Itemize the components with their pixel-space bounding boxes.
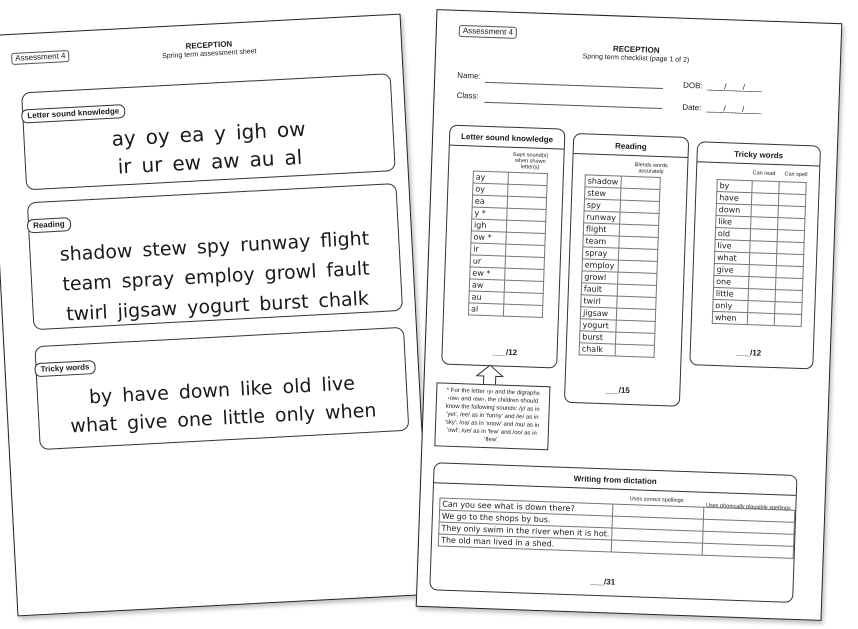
letter-sound-table: [468, 170, 548, 318]
can-read-header: Can read: [752, 170, 776, 178]
dictation-sentence: We go to the shops by bus.: [439, 510, 612, 528]
dictation-sentence: Can you see what is down there?: [440, 498, 613, 516]
checklist-word: ea: [472, 195, 507, 208]
letter-sound-panel: [441, 125, 565, 369]
tricky-word: what: [69, 412, 118, 438]
tricky-panel-title: Tricky words: [734, 149, 784, 161]
reading-word: growl: [264, 260, 318, 286]
checklist-word: igh: [471, 219, 506, 232]
checklist-word: employ: [582, 259, 618, 272]
checklist-word: what: [714, 251, 749, 264]
check-cell[interactable]: [775, 278, 802, 291]
tricky-words-panel: [689, 141, 821, 369]
reading-table: [579, 174, 661, 358]
reading-word: team: [61, 271, 113, 296]
check-cell[interactable]: [611, 540, 702, 555]
checklist-word: runway: [584, 211, 620, 224]
tricky-word: by: [88, 385, 113, 409]
dictation-sentence: They only swim in the river when it is hot.: [439, 522, 612, 540]
check-cell[interactable]: [775, 302, 802, 315]
checklist-word: stew: [585, 187, 621, 200]
letter-sound-label: Letter sound knowledge: [21, 104, 126, 123]
name-field[interactable]: [485, 82, 663, 89]
checklist-word: ir: [470, 243, 505, 256]
reading-word: spray: [121, 267, 175, 293]
checklist-word: oy: [473, 183, 508, 196]
checklist-word: spray: [582, 247, 618, 260]
dictation-score: ___/31: [590, 576, 616, 587]
letter-word: al: [283, 144, 303, 170]
reading-panel: [564, 133, 689, 407]
letter-word: aw: [210, 148, 241, 174]
check-cell[interactable]: [778, 194, 805, 207]
checklist-title: RECEPTION: [612, 44, 660, 55]
checklist-word: au: [469, 291, 504, 304]
check-cell[interactable]: [749, 253, 776, 266]
tricky-words-box: [34, 327, 409, 450]
can-spell-header: Can spell: [784, 171, 808, 179]
correct-spelling-header: Uses correct spellings: [629, 496, 684, 505]
dictation-title: Writing from dictation: [573, 474, 657, 487]
dob-field[interactable]: _____/_____/_____: [706, 81, 762, 93]
checklist-word: give: [714, 263, 749, 276]
check-cell[interactable]: [777, 242, 804, 255]
letter-word: ur: [140, 152, 163, 178]
reading-word: burst: [258, 290, 310, 316]
checklist-row: [579, 343, 654, 358]
checklist-word: only: [713, 299, 748, 312]
checklist-word: like: [716, 215, 751, 228]
panel-divider: [574, 153, 688, 158]
checklist-word: burst: [580, 331, 616, 344]
check-cell[interactable]: [748, 301, 775, 314]
date-label: Date:: [682, 102, 702, 113]
checklist-word: have: [716, 191, 751, 204]
tricky-word: little: [222, 405, 266, 430]
check-cell[interactable]: [750, 241, 777, 254]
reading-word: shadow: [59, 239, 134, 266]
checklist-word: shadow: [585, 175, 621, 188]
letter-word: ay: [110, 125, 137, 151]
letter-word: oy: [145, 123, 171, 150]
tricky-word: have: [121, 382, 170, 407]
date-field[interactable]: _____/_____/_____: [706, 103, 761, 115]
tricky-word: when: [324, 399, 377, 425]
tricky-word: down: [178, 379, 231, 404]
check-cell[interactable]: [777, 230, 804, 243]
checklist-word: twirl: [581, 295, 617, 308]
check-cell[interactable]: [751, 205, 778, 218]
class-label: Class:: [456, 90, 479, 101]
tricky-word: give: [126, 410, 168, 435]
sheet-subtitle: Spring term assessment sheet: [161, 48, 257, 61]
tricky-word: one: [176, 407, 214, 432]
letter-word: igh: [235, 118, 268, 145]
panel-divider: [697, 161, 819, 166]
class-field[interactable]: [484, 102, 662, 109]
check-cell[interactable]: [615, 344, 654, 357]
tricky-words-table: [712, 179, 807, 327]
assessment-sheet-page: [0, 14, 431, 617]
checklist-word: jigsaw: [580, 307, 616, 320]
sheet-title: RECEPTION: [185, 39, 233, 51]
check-cell[interactable]: [503, 304, 542, 317]
checklist-word: spy: [584, 199, 620, 212]
checklist-word: ur: [470, 255, 505, 268]
reading-word: fault: [325, 257, 371, 282]
reading-word: yogurt: [186, 293, 250, 320]
check-cell[interactable]: [748, 289, 775, 302]
check-cell[interactable]: [752, 181, 779, 194]
checklist-word: team: [583, 235, 619, 248]
checklist-word: flight: [583, 223, 619, 236]
checklist-word: growl: [582, 271, 618, 284]
dob-label: DOB:: [682, 80, 703, 91]
checklist-word: down: [716, 203, 751, 216]
reading-col-header: Blends words accurately: [634, 162, 668, 176]
dictation-panel: [429, 462, 797, 603]
checklist-word: ew *: [470, 267, 505, 280]
letter-sound-box: [21, 73, 396, 190]
checklist-word: when: [712, 311, 747, 324]
letter-word: ew: [171, 150, 202, 176]
check-cell[interactable]: [775, 290, 802, 303]
reading-word: jigsaw: [116, 297, 178, 323]
checklist-word: chalk: [579, 343, 615, 356]
reading-word: chalk: [317, 287, 370, 313]
reading-word: employ: [183, 263, 256, 290]
letter-word: ir: [117, 153, 133, 179]
check-cell[interactable]: [776, 266, 803, 279]
reading-word: stew: [141, 237, 188, 262]
reading-word: flight: [319, 227, 370, 253]
tricky-word: like: [239, 376, 274, 401]
check-cell[interactable]: [751, 193, 778, 206]
panel-divider: [450, 145, 564, 150]
checklist-word: al: [468, 303, 503, 316]
check-cell[interactable]: [751, 217, 778, 230]
digraph-note: * For the letter ‹y› and the digraphs ‹ow› and ‹ew›, the children should know the following sounds: /y/ as in 'yet', /ee/ as in 'funny' and /ie/ as in 'sky'; /oa/ as in 'snow' and /ou/ as in 'owl'; /ue/ as in 'few' and /oo/ as in 'flew'.: [434, 382, 550, 450]
tricky-words-label: Tricky words: [34, 360, 96, 377]
check-cell[interactable]: [779, 182, 806, 195]
check-cell[interactable]: [774, 314, 801, 327]
name-label: Name:: [457, 70, 481, 81]
reading-word: spy: [196, 234, 231, 259]
dictation-sentence: The old man lived in a shed.: [438, 534, 611, 552]
checklist-word: live: [715, 239, 750, 252]
checklist-word: ay: [473, 171, 508, 184]
letter-col-header: Says sound(s) when shown letter(s): [512, 151, 549, 171]
check-cell[interactable]: [750, 229, 777, 242]
reading-score: ___/15: [605, 385, 630, 396]
assessment-tag: Assessment 4: [11, 50, 70, 65]
tricky-words-score: ___/12: [736, 347, 762, 358]
checklist-word: one: [714, 275, 749, 288]
reading-label: Reading: [27, 217, 71, 233]
checklist-page: [416, 9, 843, 621]
checklist-word: y *: [472, 207, 507, 220]
letter-word: ow: [276, 116, 307, 143]
reading-box: [27, 183, 403, 330]
letter-sound-score: ___/12: [492, 347, 518, 358]
tricky-word: live: [320, 372, 356, 397]
check-cell[interactable]: [776, 254, 803, 267]
checklist-row: [468, 303, 542, 318]
check-cell[interactable]: [778, 218, 805, 231]
checklist-word: ow *: [471, 231, 506, 244]
letter-word: au: [248, 146, 276, 172]
letter-word: y: [213, 120, 227, 146]
checklist-row: [712, 311, 801, 326]
tricky-word: old: [281, 374, 313, 399]
assessment-tag: Assessment 4: [459, 25, 518, 39]
plausible-spelling-header: Uses phonically plausible spellings: [705, 502, 791, 512]
checklist-word: little: [713, 287, 748, 300]
checklist-word: fault: [581, 283, 617, 296]
check-cell[interactable]: [747, 313, 774, 326]
checklist-word: aw: [469, 279, 504, 292]
checklist-subtitle: Spring term checklist (page 1 of 2): [582, 53, 690, 64]
checklist-word: by: [717, 179, 752, 192]
tricky-word: only: [274, 402, 316, 427]
letter-sound-panel-title: Letter sound knowledge: [460, 132, 554, 145]
reading-word: runway: [239, 230, 311, 257]
reading-panel-title: Reading: [614, 141, 647, 152]
checklist-word: yogurt: [580, 319, 616, 332]
check-cell[interactable]: [778, 206, 805, 219]
check-cell[interactable]: [702, 543, 793, 558]
check-cell[interactable]: [749, 265, 776, 278]
check-cell[interactable]: [748, 277, 775, 290]
reading-word: twirl: [65, 301, 109, 326]
checklist-word: old: [715, 227, 750, 240]
letter-word: ea: [179, 122, 205, 148]
